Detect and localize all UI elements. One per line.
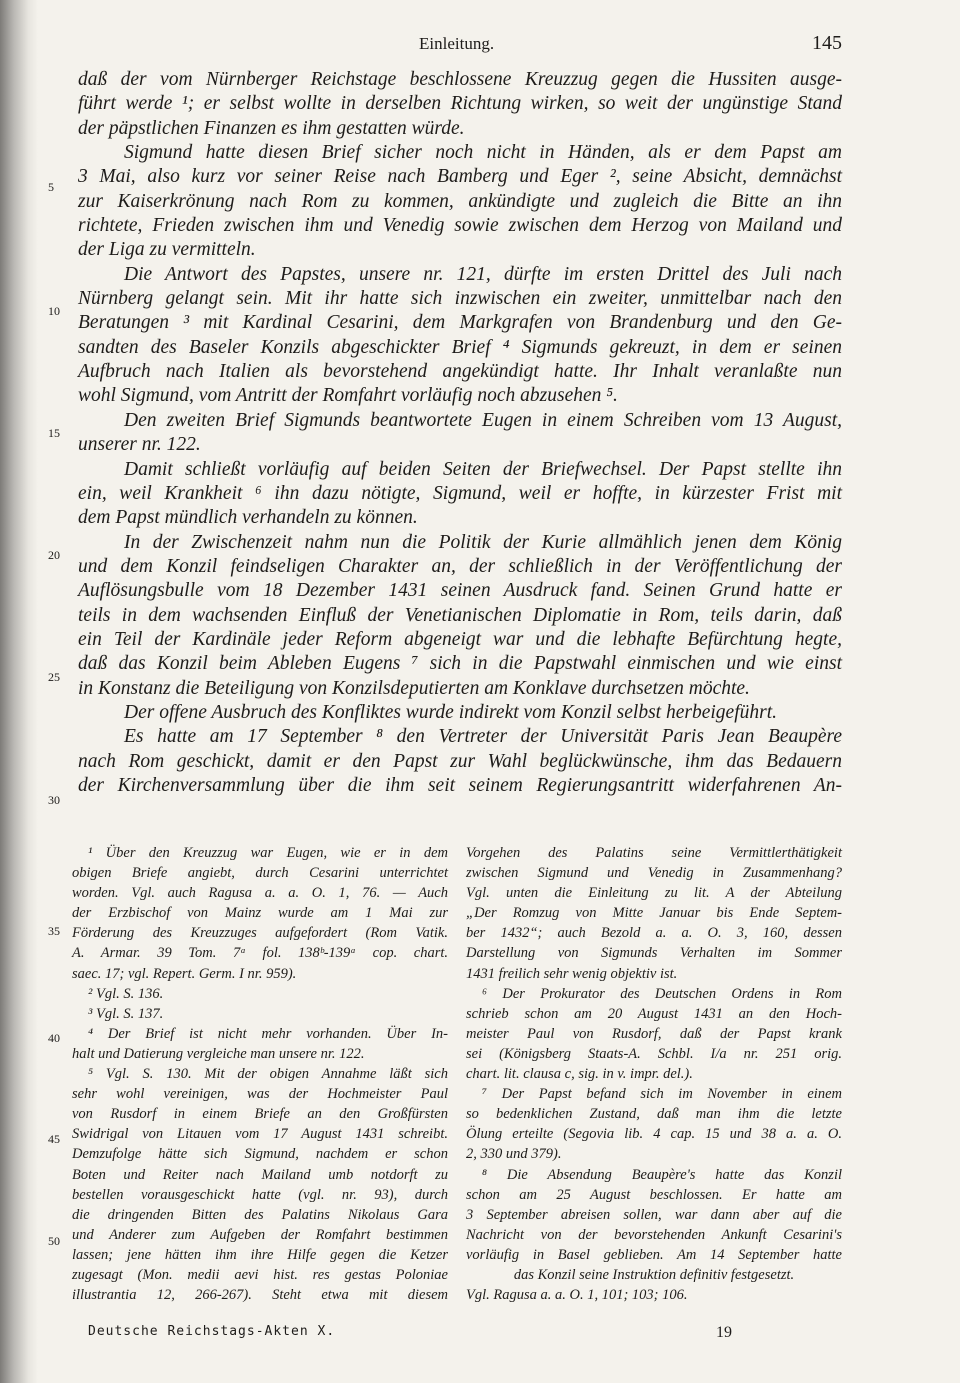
footnote-line: vorläufig in Basel geblieben. Am 14 September hatte [466,1246,842,1263]
text-line: richtete, Frieden zwischen ihm und Venedig sowie zwischen dem Herzog von Mailand und [78,215,842,237]
footnote-line: „Der Romzug von Mitte Januar bis Ende Septem- [466,905,842,922]
text-line: teils in dem wachsenden Einfluß der Venetianischen Diplomatie in Rom, teils darin, daß [78,604,842,626]
line-number: 45 [48,1132,60,1146]
line-number: 40 [48,1031,60,1045]
footnote-line: von Rusdorf in einem Briefe an den Großfürsten [72,1106,448,1123]
footnote-line: ⁶ Der Prokurator des Deutschen Ordens in Rom [482,985,842,1002]
text-line: Beratungen ³ mit Kardinal Cesarini, dem Markgrafen von Brandenburg und den Ge- [78,312,842,334]
footnote-line: 1431 freilich sehr wenig objektiv ist. [466,965,678,982]
text-line: Den zweiten Brief Sigmunds beantwortete Eugen in einem Schreiben vom 13 August, [124,409,842,431]
footnote-line: der Erzbischof von Mainz wurde am 1 Mai zur [72,905,448,922]
text-line: Aufbruch nach Italien als bevorstehend angekündigt hatte. Ihr Inhalt veranlaßte nun [78,361,842,383]
footnote-line: ⁴ Der Brief ist nicht mehr vorhanden. Über In- [88,1025,448,1042]
footer-sheet-number: 19 [716,1324,732,1341]
footnote-line: die dringenden Bitten des Palatins Nikolaus Gara [72,1206,448,1223]
footnote-line: ⁷ Der Papst befand sich im November in einem [482,1086,842,1103]
footnote-line: 2, 330 und 379). [466,1146,562,1163]
text-line: Nürnberg gelangt sein. Mit ihr hatte sich inzwischen ein zweiter, unmittelbar nach den [78,288,842,310]
footnote-line: ³ Vgl. S. 137. [88,1005,164,1022]
footnote-line: ⁵ Vgl. S. 130. Mit der obigen Annahme läßt sich [88,1066,448,1083]
footnote-line: chart. lit. clausa c, sig. in v. impr. del.). [466,1066,693,1083]
text-line: ein, weil Krankheit ⁶ ihn dazu nötigte, Sigmund, weil er hoffte, in kürzester Frist mit [78,482,842,504]
text-line: Es hatte am 17 September ⁸ den Vertreter der Universität Paris Jean Beaupère [124,726,842,748]
text-line: Die Antwort des Papstes, unsere nr. 121, dürfte im ersten Drittel des Juli nach [124,263,842,285]
page-edge-shadow [0,0,38,1383]
text-line: Der offene Ausbruch des Konfliktes wurde indirekt vom Konzil selbst herbeigeführt. [124,701,777,723]
text-line: der päpstlichen Finanzen es ihm gestatten würde. [78,117,465,139]
page-number: 145 [812,32,842,54]
text-line: 3 Mai, also kurz vor seiner Reise nach Bamberg und Eger ², seine Absicht, demnächst [78,166,842,188]
footnote-line: ¹ Über den Kreuzzug war Eugen, wie er in dem [88,845,448,861]
footnote-line: Förderung des Kreuzzuges aufgefordert (Rom Vatik. [72,925,448,942]
footnote-line: Vorgehen des Palatins seine Vermittlerthätigkeit [466,845,842,861]
line-number: 25 [48,670,60,684]
footnote-line: ⁸ Die Absendung Beaupère's hatte das Konzil [482,1166,842,1183]
footnote-line: Nachricht von der bevorstehenden Ankunft Cesarini's [466,1226,842,1243]
footnote-line: ber 1432“; auch Bezold a. a. O. 3, 160, dessen [466,925,842,942]
footnote-line: Demzufolge hätte sich Sigmund, nachdem er schon [72,1146,448,1163]
footnote-line: Darstellung von Sigmunds Verhalten im Sommer [466,945,842,962]
footnote-line: schon am 25 August beschlossen. Er hatte am [466,1186,842,1203]
line-number: 20 [48,548,60,562]
footnote-line: zugesagt (Mon. medii aevi hist. res gestas Poloniae [72,1266,448,1283]
footnote-line: Boten und Reiter nach Mailand umb notdorft zu [72,1166,448,1183]
footnote-line: A. Armar. 39 Tom. 7ᵃ fol. 138ᵇ-139ᵃ cop. chart. [72,945,448,962]
footnote-line: meister Paul von Rusdorf, daß der Papst krank [466,1025,842,1042]
footnote-line: so bedenklichen Zustand, daß man ihm die letzte [466,1106,842,1123]
text-line: und dem Konzil feindseligen Charakter an, der schließlich in der Veröffentlichung der [78,555,842,577]
text-line: unserer nr. 122. [78,434,201,456]
footnotes-right-column [466,843,842,1305]
text-line: dem Papst mündlich verhandeln zu können. [78,507,418,529]
footnote-line: das Konzil seine Instruktion definitiv festgesetzt. [513,1266,795,1283]
text-line: in Konstanz die Beteiligung von Konzilsdeputierten am Konklave durchsetzen möchte. [78,677,750,699]
line-number: 10 [48,304,60,318]
text-line: nach Rom geschickt, damit er den Papst zur Wahl beglückwünsche, ihm das Bedauern [78,750,842,772]
text-line: zur Kaiserkrönung nach Rom zu kommen, ankündigte und zugleich die Bitte an ihn [78,190,842,212]
footnote-line: saec. 17; vgl. Repert. Germ. I nr. 959). [72,965,297,982]
footnote-line: und Anderer zum Aufgeben der Romfahrt bestimmen [72,1226,448,1243]
text-line: In der Zwischenzeit nahm nun die Politik der Kurie allmählich jenen dem König [124,531,842,553]
footnote-line: sehr wohl vereinigen, was der Hochmeister Paul [72,1086,448,1103]
line-number: 50 [48,1234,60,1248]
text-line: der Kirchenversammlung über die ihm seit seinem Regierungsantritt widerfahrenen An- [78,774,842,796]
text-line: führt werde ¹; er selbst wollte in derselben Richtung wirken, so weit der ungünstige Stand [78,93,842,115]
text-line: Sigmund hatte diesen Brief sicher noch nicht in Händen, als er dem Papst am [124,142,842,164]
footnote-line: Swidrigal von Litauen vom 17 August 1431 schreibt. [72,1126,448,1143]
footer-signature: Deutsche Reichstags-Akten X. [88,1324,336,1339]
footnote-line: obigen Briefe angiebt, durch Cesarini unterrichtet [72,865,448,882]
text-line: ein Teil der Kardinäle jeder Reform abgeneigt war und die lebhafte Befürchtung hegte, [78,628,842,650]
running-head: Einleitung. [419,34,495,53]
footnote-line: bestellen vorausgeschickt hatte (vgl. nr. 93), durch [72,1186,448,1203]
text-line: wohl Sigmund, vom Antritt der Romfahrt vorläufig noch abzusehen ⁵. [78,385,618,407]
line-number: 15 [48,426,60,440]
text-line: daß das Konzil beim Ableben Eugens ⁷ sich in die Papstwahl einmischen und wie einst [78,653,842,675]
line-number: 5 [48,180,54,194]
text-line: Auflösungsbulle vom 18 Dezember 1431 seinen Ausdruck fand. Seinen Grund hatte er [78,580,842,602]
footnote-line: illustrantia 12, 266-267). Steht etwa mit diesem [72,1287,448,1304]
footnote-line: Vgl. Ragusa a. a. O. 1, 101; 103; 106. [466,1287,688,1304]
footnote-line: sei (Königsberg Staats-A. Schbl. I/a nr. 251 orig. [466,1045,842,1062]
text-line: Damit schließt vorläufig auf beiden Seiten der Briefwechsel. Der Papst stellte ihn [124,458,842,480]
line-number: 35 [48,924,60,938]
footnote-line: Ölung erteilte (Segovia lib. 4 cap. 15 und 38 a. a. O. [466,1126,842,1143]
footnote-line: lassen; jene hätten ihm ihre Hilfe gegen die Ketzer [72,1246,448,1263]
footnote-line: halt und Datierung vergleiche man unsere nr. 122. [72,1045,365,1062]
footnote-line: worden. Vgl. auch Ragusa a. a. O. 1, 76. — Auch [72,885,448,902]
footnotes-left-column [72,843,448,1305]
footnote-line: zwischen Sigmund und Venedig in Zusammenhang? [466,865,842,882]
text-line: daß der vom Nürnberger Reichstage beschlossene Kreuzzug gegen die Hussiten ausge- [78,69,842,90]
text-line: der Liga zu vermitteln. [78,239,256,261]
line-number: 30 [48,793,60,807]
page-header [0,30,960,58]
footnote-line: Vgl. unten die Einleitung zu lit. A der Abteilung [466,885,842,902]
footnote-line: ² Vgl. S. 136. [88,985,164,1002]
footnote-line: schrieb schon am 20 August 1431 an den Hoch- [466,1005,842,1022]
main-text [78,68,842,798]
footnote-line: 3 September abreisen sollen, war dann aber auf die [466,1206,842,1223]
text-line: sandten des Baseler Konzils abgeschickter Brief ⁴ Sigmunds gekreuzt, in dem er seinen [78,336,842,358]
